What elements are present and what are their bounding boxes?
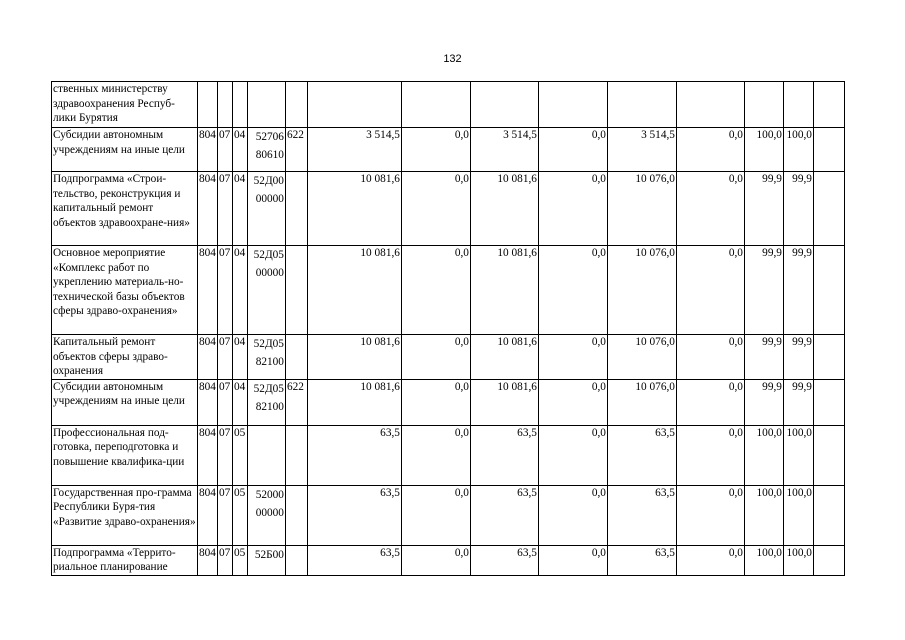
value-cell-8: 99,9 [783, 335, 813, 380]
value-cell-3 [470, 82, 538, 128]
value-cell-7: 99,9 [744, 246, 783, 335]
empty-cell [813, 172, 844, 246]
value-cell-5 [607, 82, 676, 128]
empty-cell [813, 128, 844, 172]
ministry-code-cell: 804 [198, 335, 218, 380]
subsection-code-cell: 04 [232, 172, 247, 246]
value-cell-7: 100,0 [744, 425, 783, 485]
empty-cell [813, 379, 844, 425]
value-cell-1: 3 514,5 [307, 128, 401, 172]
value-cell-2: 0,0 [401, 172, 470, 246]
value-cell-2: 0,0 [401, 128, 470, 172]
value-cell-6: 0,0 [676, 335, 744, 380]
value-cell-7 [744, 82, 783, 128]
value-cell-6: 0,0 [676, 379, 744, 425]
section-code-cell: 07 [217, 425, 232, 485]
value-cell-8: 100,0 [783, 128, 813, 172]
value-cell-7: 99,9 [744, 335, 783, 380]
table-row [52, 82, 845, 128]
value-cell-2 [401, 82, 470, 128]
section-code-cell: 07 [217, 335, 232, 380]
row-name-cell: Капитальный ремонт объектов сферы здраво-охранения [52, 335, 198, 380]
value-cell-5: 3 514,5 [607, 128, 676, 172]
ministry-code-cell: 804 [198, 545, 218, 575]
expense-type-cell [285, 485, 307, 545]
empty-cell [813, 246, 844, 335]
ministry-code-cell [198, 82, 218, 128]
expense-type-cell: 622 [285, 379, 307, 425]
value-cell-8 [783, 82, 813, 128]
ministry-code-cell: 804 [198, 172, 218, 246]
value-cell-1: 10 081,6 [307, 172, 401, 246]
value-cell-4: 0,0 [538, 425, 607, 485]
target-code-cell [247, 425, 285, 485]
row-name-cell: Профессиональная под-готовка, переподготовка и повышение квалифика-ции [52, 425, 198, 485]
subsection-code-cell: 04 [232, 379, 247, 425]
empty-cell [813, 545, 844, 575]
row-name-cell: Субсидии автономным учреждениям на иные цели [52, 128, 198, 172]
expense-type-cell [285, 246, 307, 335]
value-cell-6: 0,0 [676, 172, 744, 246]
table-row [52, 335, 845, 380]
table-row [52, 246, 845, 335]
value-cell-3: 10 081,6 [470, 246, 538, 335]
table-row [52, 425, 845, 485]
target-code-cell: 52706 80610 [247, 128, 285, 172]
value-cell-1: 10 081,6 [307, 379, 401, 425]
ministry-code-cell: 804 [198, 128, 218, 172]
section-code-cell: 07 [217, 379, 232, 425]
expense-type-cell: 622 [285, 128, 307, 172]
value-cell-4: 0,0 [538, 246, 607, 335]
expense-type-cell [285, 82, 307, 128]
value-cell-6: 0,0 [676, 425, 744, 485]
row-name-cell: Подпрограмма «Террито-риальное планирование [52, 545, 198, 575]
expense-type-cell [285, 335, 307, 380]
value-cell-2: 0,0 [401, 246, 470, 335]
ministry-code-cell: 804 [198, 379, 218, 425]
target-code-cell [247, 82, 285, 128]
value-cell-3: 63,5 [470, 545, 538, 575]
ministry-code-cell: 804 [198, 246, 218, 335]
subsection-code-cell: 04 [232, 335, 247, 380]
subsection-code-cell: 05 [232, 545, 247, 575]
subsection-code-cell: 05 [232, 485, 247, 545]
value-cell-1: 63,5 [307, 485, 401, 545]
value-cell-5: 10 076,0 [607, 246, 676, 335]
value-cell-6: 0,0 [676, 485, 744, 545]
subsection-code-cell [232, 82, 247, 128]
target-code-cell: 52Д05 82100 [247, 379, 285, 425]
value-cell-3: 10 081,6 [470, 335, 538, 380]
value-cell-5: 10 076,0 [607, 172, 676, 246]
row-name-cell: Государственная про-грамма Республики Буря-тия «Развитие здраво-охранения» [52, 485, 198, 545]
value-cell-2: 0,0 [401, 379, 470, 425]
section-code-cell [217, 82, 232, 128]
empty-cell [813, 335, 844, 380]
empty-cell [813, 425, 844, 485]
subsection-code-cell: 05 [232, 425, 247, 485]
target-code-cell: 52Д05 82100 [247, 335, 285, 380]
ministry-code-cell: 804 [198, 425, 218, 485]
expense-type-cell [285, 545, 307, 575]
value-cell-5: 63,5 [607, 545, 676, 575]
value-cell-3: 63,5 [470, 425, 538, 485]
value-cell-6: 0,0 [676, 545, 744, 575]
value-cell-6: 0,0 [676, 128, 744, 172]
table-row [52, 545, 845, 575]
page-number: 132 [443, 53, 462, 65]
value-cell-4 [538, 82, 607, 128]
table-row [52, 128, 845, 172]
target-code-cell: 52Д00 00000 [247, 172, 285, 246]
value-cell-2: 0,0 [401, 485, 470, 545]
value-cell-1: 10 081,6 [307, 246, 401, 335]
value-cell-5: 10 076,0 [607, 335, 676, 380]
value-cell-7: 99,9 [744, 172, 783, 246]
ministry-code-cell: 804 [198, 485, 218, 545]
value-cell-6 [676, 82, 744, 128]
value-cell-8: 99,9 [783, 379, 813, 425]
value-cell-8: 99,9 [783, 246, 813, 335]
value-cell-4: 0,0 [538, 172, 607, 246]
value-cell-4: 0,0 [538, 485, 607, 545]
value-cell-2: 0,0 [401, 335, 470, 380]
subsection-code-cell: 04 [232, 128, 247, 172]
row-name-cell: ственных министерству здравоохранения Респуб-лики Бурятия [52, 82, 198, 128]
value-cell-8: 99,9 [783, 172, 813, 246]
value-cell-5: 10 076,0 [607, 379, 676, 425]
value-cell-2: 0,0 [401, 425, 470, 485]
row-name-cell: Субсидии автономным учреждениям на иные цели [52, 379, 198, 425]
value-cell-5: 63,5 [607, 485, 676, 545]
value-cell-1 [307, 82, 401, 128]
value-cell-7: 100,0 [744, 128, 783, 172]
empty-cell [813, 82, 844, 128]
target-code-cell: 52Д05 00000 [247, 246, 285, 335]
value-cell-4: 0,0 [538, 379, 607, 425]
value-cell-1: 63,5 [307, 545, 401, 575]
target-code-cell: 52Б00 [247, 545, 285, 575]
value-cell-1: 10 081,6 [307, 335, 401, 380]
target-code-cell: 52000 00000 [247, 485, 285, 545]
section-code-cell: 07 [217, 545, 232, 575]
value-cell-3: 10 081,6 [470, 379, 538, 425]
value-cell-7: 99,9 [744, 379, 783, 425]
expense-type-cell [285, 425, 307, 485]
table-row [52, 172, 845, 246]
table-row [52, 485, 845, 545]
row-name-cell: Подпрограмма «Строи-тельство, реконструкция и капитальный ремонт объектов здравоохране-ния» [52, 172, 198, 246]
table-row [52, 379, 845, 425]
value-cell-4: 0,0 [538, 335, 607, 380]
value-cell-4: 0,0 [538, 545, 607, 575]
empty-cell [813, 485, 844, 545]
value-cell-3: 63,5 [470, 485, 538, 545]
value-cell-4: 0,0 [538, 128, 607, 172]
value-cell-1: 63,5 [307, 425, 401, 485]
value-cell-8: 100,0 [783, 425, 813, 485]
subsection-code-cell: 04 [232, 246, 247, 335]
value-cell-7: 100,0 [744, 545, 783, 575]
value-cell-5: 63,5 [607, 425, 676, 485]
section-code-cell: 07 [217, 128, 232, 172]
value-cell-8: 100,0 [783, 485, 813, 545]
value-cell-7: 100,0 [744, 485, 783, 545]
row-name-cell: Основное мероприятие «Комплекс работ по укреплению материаль-но-технической базы объектов сферы здраво-охранения» [52, 246, 198, 335]
value-cell-6: 0,0 [676, 246, 744, 335]
value-cell-3: 10 081,6 [470, 172, 538, 246]
value-cell-2: 0,0 [401, 545, 470, 575]
value-cell-8: 100,0 [783, 545, 813, 575]
section-code-cell: 07 [217, 246, 232, 335]
value-cell-3: 3 514,5 [470, 128, 538, 172]
section-code-cell: 07 [217, 485, 232, 545]
expense-type-cell [285, 172, 307, 246]
budget-table [51, 81, 845, 576]
section-code-cell: 07 [217, 172, 232, 246]
